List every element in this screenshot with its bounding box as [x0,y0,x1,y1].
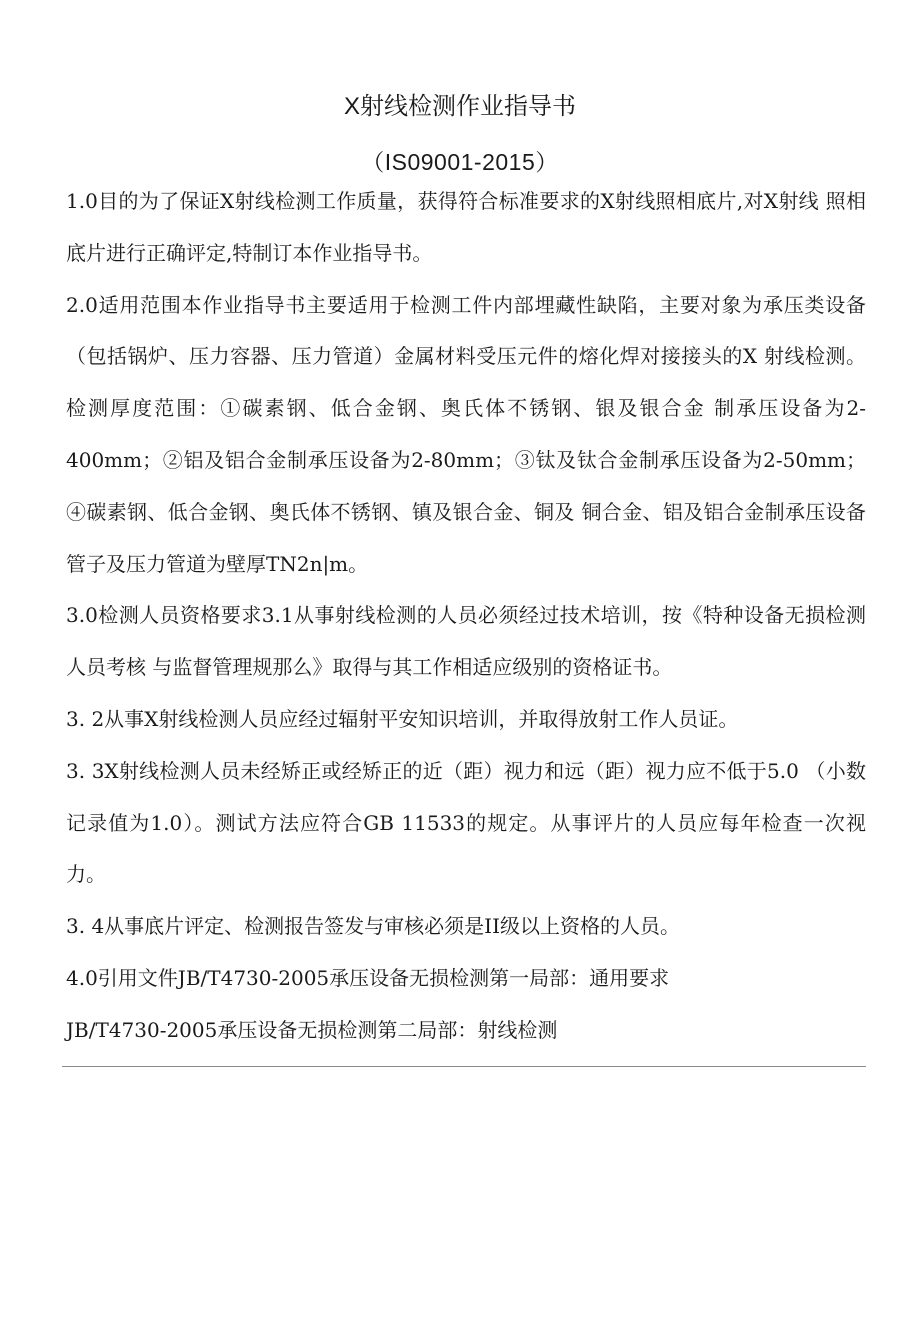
document-standard: （IS09001-2015） [361,149,559,175]
document-title: X射线检测作业指导书 [343,93,576,120]
paragraph-personnel-qualification: 3.0检测人员资格要求3.1从事射线检测的人员必须经过技术培训，按《特种设备无损检测人员考核 与监督管理规那么》取得与其工作相适应级别的资格证书。 [66,603,866,680]
paragraph-vision-requirement: 3. 3X射线检测人员未经矫正或经矫正的近（距）视力和远（距）视力应不低于5.0 （小数记录值为1.0）。测试方法应符合GB 11533的规定。从事评片的人员应每年检查一次视力。 [66,758,866,887]
paragraph-scope: 2.0适用范围本作业指导书主要适用于检测工件内部埋藏性缺陷，主要对象为承压类设备 （包括锅炉、压力容器、压力管道）金属材料受压元件的熔化焊对接接头的X 射线检测。检测厚度范围：①碳素钢、低合金钢、奥氏体不锈钢、银及银合金 制承压设备为2-400mm；②铝及铝合金制承压设备为2-80mm；③钛及钛合金制承压设备为2-50mm；④碳素钢、低合金钢、奥氏体不锈钢、镇及银合金、铜及 铜合金、铝及铝合金制承压设备管子及压力管道为壁厚TN2n|m。 [66,292,866,576]
paragraph-purpose: 1.0目的为了保证X射线检测工作质量，获得符合标准要求的X射线照相底片,对X射线 照相底片进行正确评定,特制订本作业指导书。 [66,189,866,265]
bottom-divider [62,1066,866,1067]
paragraph-evaluation-level: 3. 4从事底片评定、检测报告签发与审核必须是II级以上资格的人员。 [66,914,680,939]
paragraph-reference-1: 4.0引用文件JB/T4730-2005承压设备无损检测第一局部：通用要求 [66,965,670,990]
paragraph-reference-2: JB/T4730-2005承压设备无损检测第二局部：射线检测 [66,1017,558,1042]
document-body [66,176,866,1057]
paragraph-radiation-safety: 3. 2从事X射线检测人员应经过辐射平安知识培训，并取得放射工作人员证。 [66,706,739,731]
